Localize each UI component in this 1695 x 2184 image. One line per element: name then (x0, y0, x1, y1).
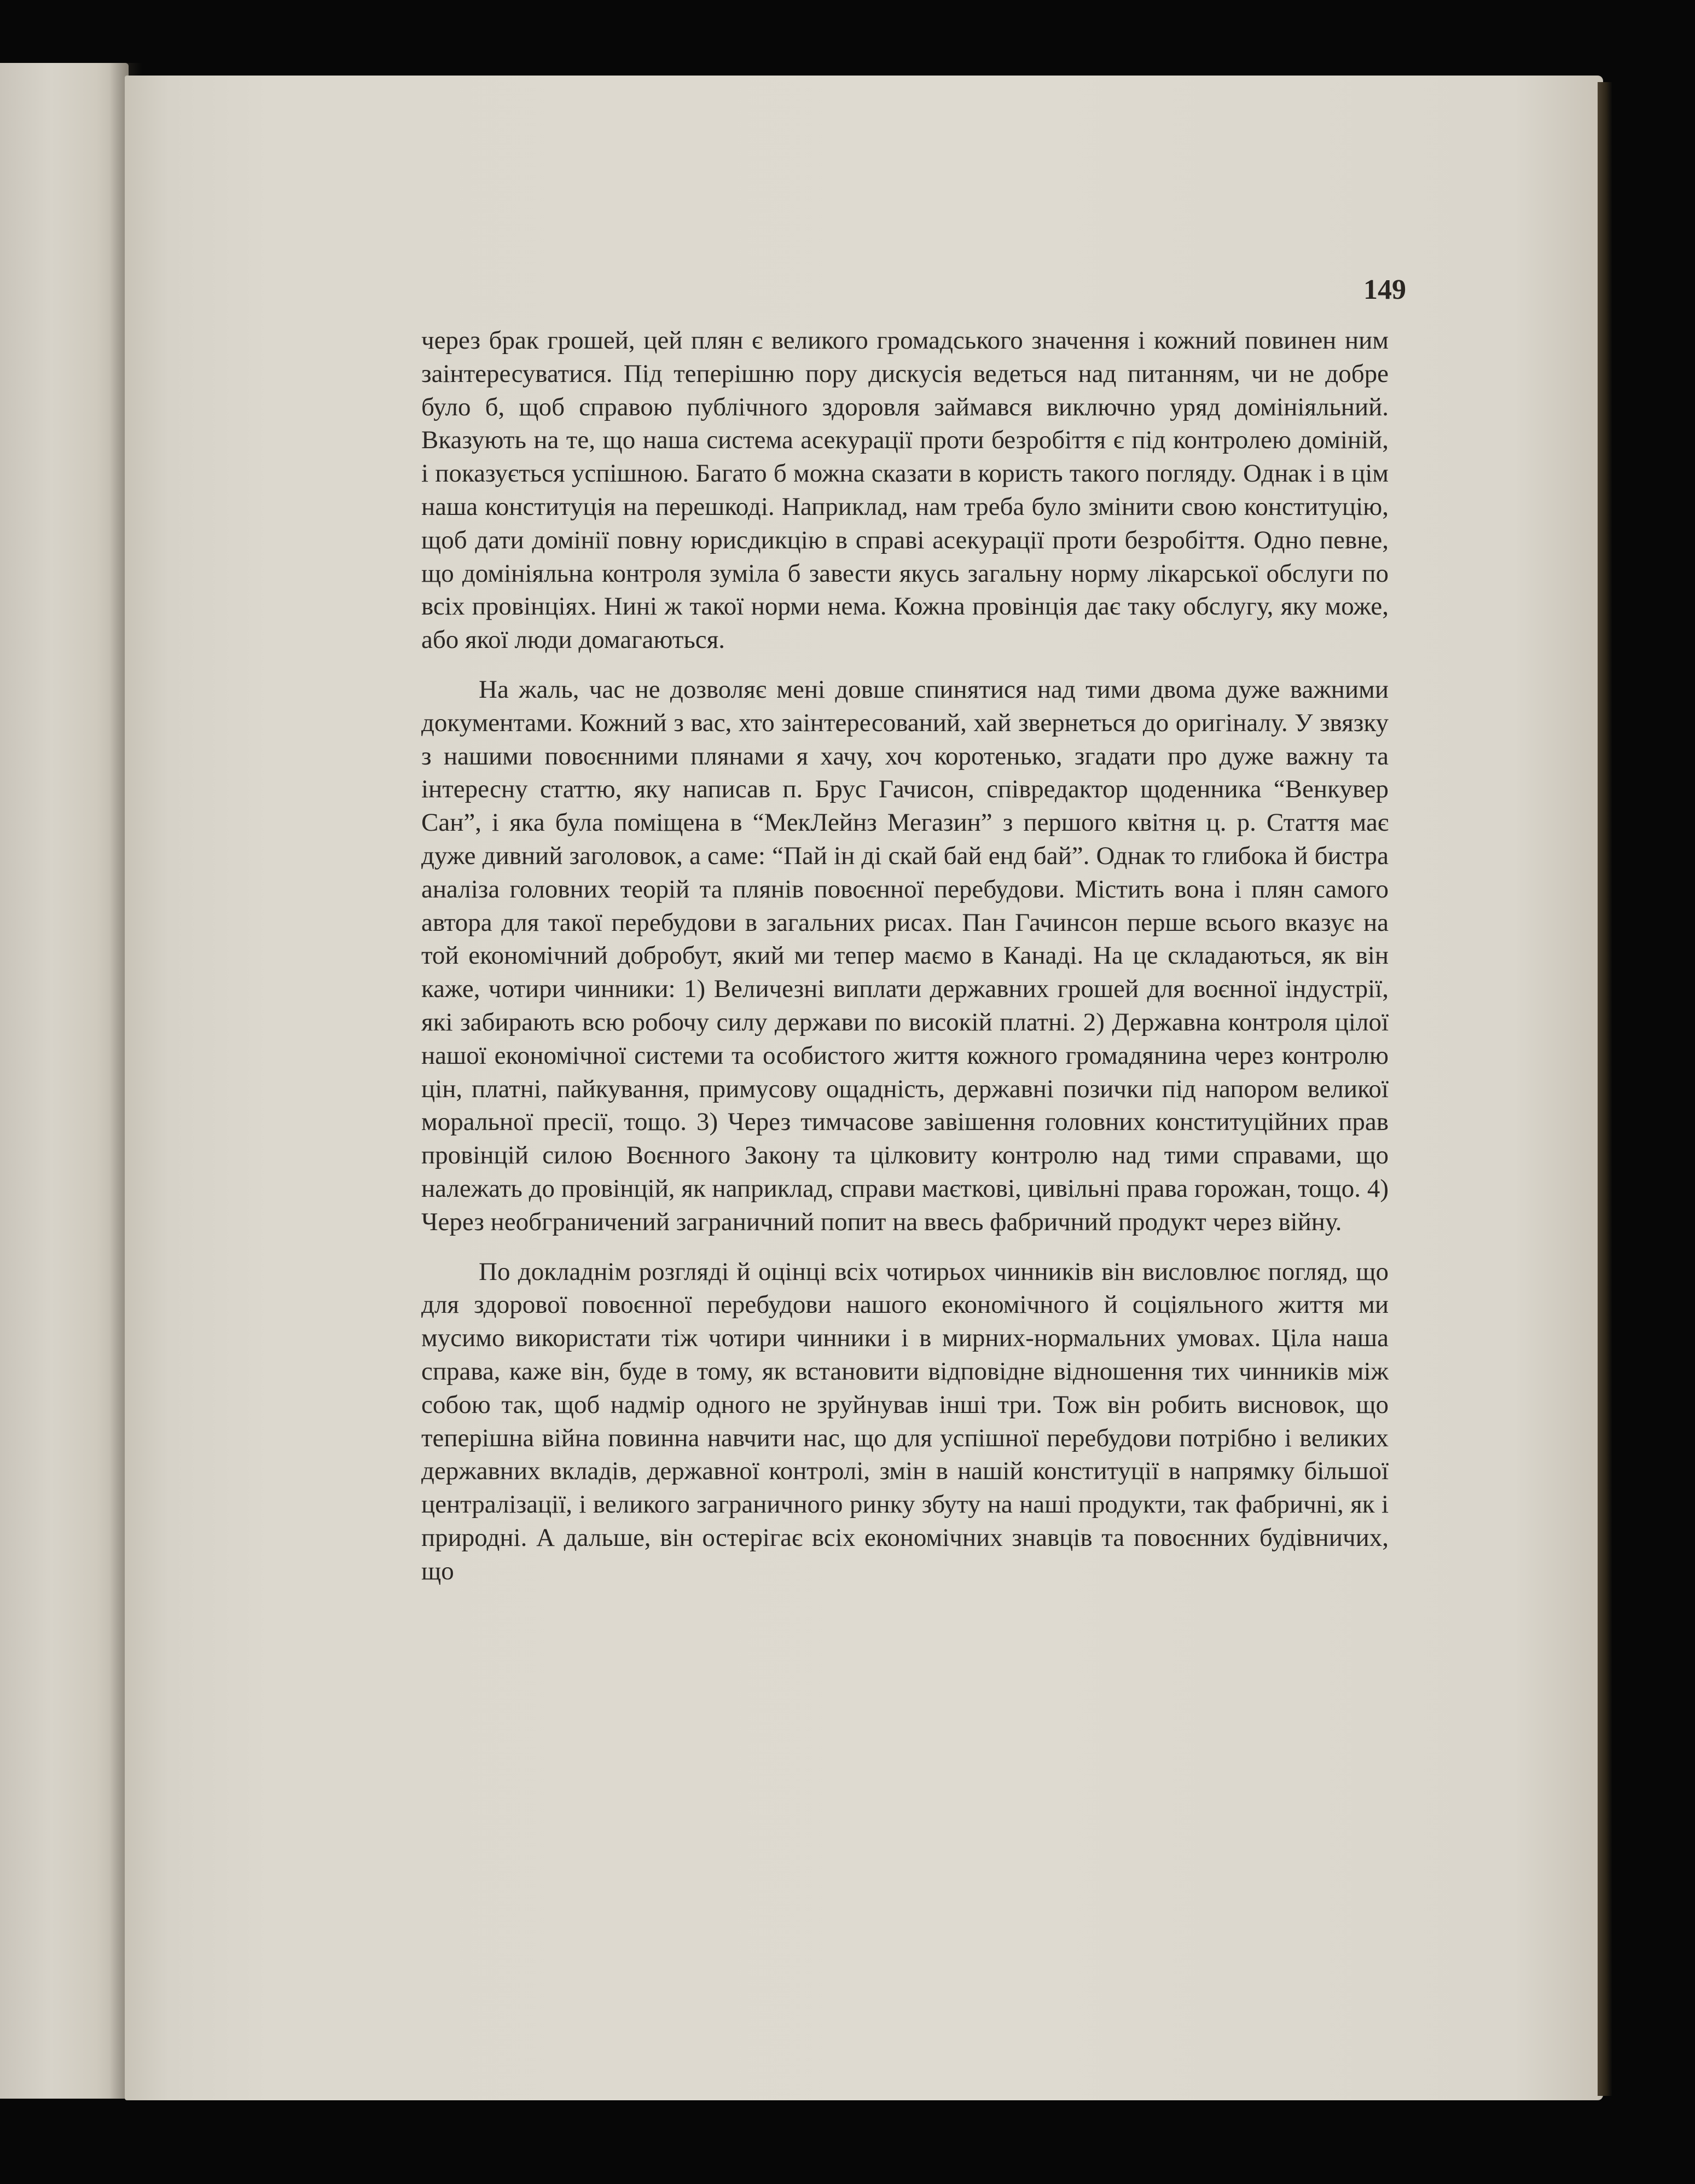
paragraph-3: По докладнім розгляді й оцінці всіх чотирьох чинників він висловлює погляд, що для здорової повоєнної перебудови нашого економічного й соціяльного життя ми мусимо використати тіж чотири чинники і в мирних-нормальних умовах. Ціла наша справа, каже він, буде в тому, як встановити відповідне відношення тих чинників між собою так, щоб надмір одного не зруйнував інші три. Тож він робить висновок, що теперішна війна повинна навчити нас, що для успішної перебудови потрібно і великих державних вкладів, державної контролі, змін в нашій конституції в напрямку більшої централізації, і великого заграничного ринку збуту на наші продукти, так фабричні, як і природні. А дальше, він остерігає всіх економічних знавців та повоєнних будівничих, що (421, 1257, 1389, 1585)
body-text (421, 324, 1389, 1588)
paragraph-2: На жаль, час не дозволяє мені довше спинятися над тими двома дуже важними документами. Кожний з вас, хто заінтересований, хай звернеться до оригіналу. У звязку з нашими повоєнними плянами я хачу, хоч коротенько, згадати про дуже важну та інтересну статтю, яку написав п. Брус Гачисон, співредактор щоденника “Венкувер Сан”, і яка була поміщена в “МекЛейнз Мегазин” з першого квітня ц. р. Стаття має дуже дивний заголовок, а саме: “Пай ін ді скай бай енд бай”. Однак то глибока й бистра аналіза головних теорій та плянів повоєнної перебудови. Містить вона і плян самого автора для такої перебудови в загальних рисах. Пан Гачинсон перше всього вказує на той економічний добробут, який ми тепер маємо в Канаді. На це складаються, як він каже, чотири чинники: 1) Величезні виплати державних грошей для воєнної індустрії, які забирають всю робочу силу держави по високій платні. 2) Державна контроля цілої нашої економічної системи та особистого життя кожного громадянина через контролю цін, платні, пайкування, примусову ощадність, державні позички під напором великої моральної пресії, тощо. 3) Через тимчасове завішення головних конституційних прав провінцій силою Воєнного Закону та цілковиту контролю над тими справами, що належать до провінцій, як наприклад, справи маєткові, цивільні права горожан, тощо. 4) Через необграничений заграничний попит на ввесь фабричний продукт через війну. (421, 675, 1389, 1236)
paragraph-1: через брак грошей, цей плян є великого громадського значення і кожний повинен ним заінтересуватися. Під теперішню пору дискусія ведеться над питанням, чи не добре було б, щоб справою публічного здоровля займався виключно уряд домініяльний. Вказують на те, що наша система асекурації проти безробіття є під контролею доміній, і показується успішною. Багато б можна сказати в користь такого погляду. Однак і в цім наша конституція на перешкоді. Наприклад, нам треба було змінити свою конституцію, щоб дати домінії повну юрисдикцію в справі асекурації проти безробіття. Одно певне, що домініяльна контроля зуміла б завести якусь загальну норму лікарської обслуги по всіх провінціях. Нині ж такої норми нема. Кожна провінція дає таку обслугу, яку може, або якої люди домагаються. (421, 326, 1389, 654)
page-number: 149 (1363, 274, 1406, 305)
page-stack-edge (1598, 82, 1612, 2096)
